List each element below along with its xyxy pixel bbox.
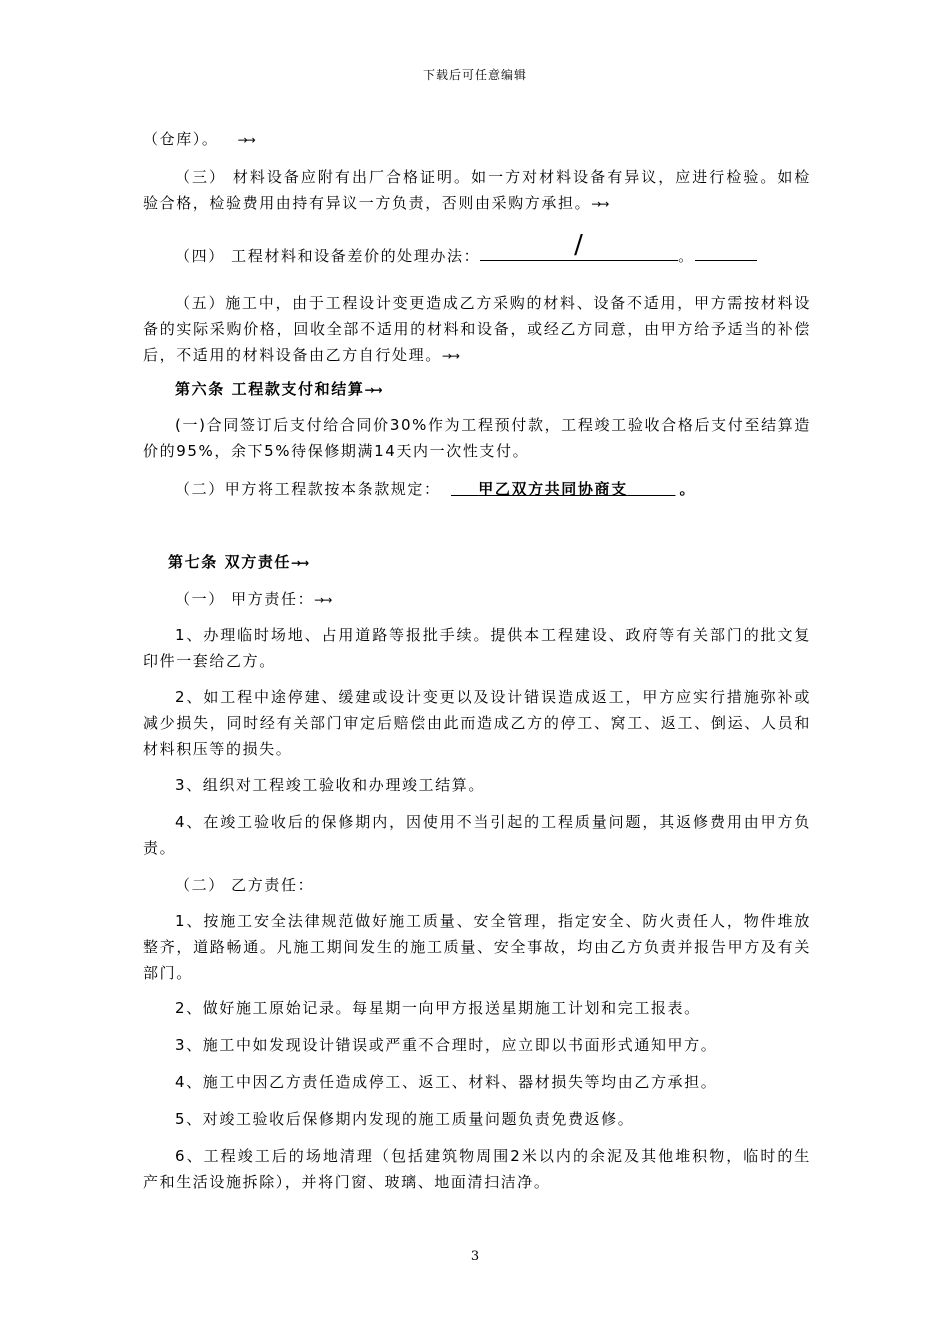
heading-text: （一） 甲方责任： <box>175 590 315 608</box>
heading-text: 第六条 工程款支付和结算 <box>175 380 365 398</box>
paragraph-period: 。 <box>678 247 695 265</box>
list-item-party-a-4: 4、在竣工验收后的保修期内，因使用不当引起的工程质量问题，其返修费用由甲方负责。 <box>143 813 811 857</box>
paragraph-text: （五）施工中，由于工程设计变更造成乙方采购的材料、设备不适用，甲方需按材料设备的实际采购价格，回收全部不适用的材料和设备，或经乙方同意，由甲方给予适当的补偿后，不适用的材料设备由乙方自行处理。 <box>143 294 811 364</box>
format-arrow-mark: →→ <box>237 133 254 147</box>
format-arrow-mark: →→ <box>314 593 331 607</box>
paragraph-article-6-1: (一)合同签订后支付给合同价30%作为工程预付款，工程竣工验收合格后支付至结算造价的95%，余下5%待保修期满14天内一次性支付。 <box>143 416 811 460</box>
page-header: 下载后可任意编辑 <box>422 68 527 82</box>
list-item-party-a-1: 1、办理临时场地、占用道路等报批手续。提供本工程建设、政府等有关部门的批文复印件一套给乙方。 <box>143 626 811 670</box>
paragraph-clause-5 <box>143 290 811 369</box>
paragraph-warehouse <box>143 126 811 153</box>
page-number: 3 <box>470 1249 480 1264</box>
paragraph-text: （二）甲方将工程款按本条款规定： <box>175 480 441 498</box>
paragraph-clause-4 <box>143 230 811 269</box>
format-arrow-mark: →→ <box>441 349 458 363</box>
section-party-b-heading: （二） 乙方责任： <box>175 876 315 894</box>
heading-text: 第七条 双方责任 <box>168 553 292 571</box>
filled-text: 甲乙双方共同协商支 <box>478 480 628 498</box>
list-item-party-b-5: 5、对竣工验收后保修期内发现的施工质量问题负责免费返修。 <box>175 1110 635 1128</box>
article-7-heading <box>168 549 811 576</box>
fill-blank <box>695 242 757 261</box>
list-item-party-b-1: 1、按施工安全法律规范做好施工质量、安全管理，指定安全、防火责任人，物件堆放整齐，道路畅通。凡施工期间发生的施工质量、安全事故，均由乙方负责并报告甲方及有关部门。 <box>143 912 811 982</box>
list-item-party-b-4: 4、施工中因乙方责任造成停工、返工、材料、器材损失等均由乙方承担。 <box>175 1073 718 1091</box>
blank-slash-mark: / <box>574 230 585 260</box>
fill-blank <box>480 230 678 261</box>
list-item-party-a-2: 2、如工程中途停建、缓建或设计变更以及设计错误造成返工，甲方应实行措施弥补或减少损失，同时经有关部门审定后赔偿由此而造成乙方的停工、窝工、返工、倒运、人员和材料积压等的损失。 <box>143 688 811 758</box>
list-item-party-a-3: 3、组织对工程竣工验收和办理竣工结算。 <box>175 776 485 794</box>
format-arrow-mark: →→ <box>291 556 308 570</box>
filled-blank-payment-terms <box>447 480 679 498</box>
list-item-party-b-6: 6、工程竣工后的场地清理（包括建筑物周围2米以内的余泥及其他堆积物，临时的生产和生活设施拆除），并将门窗、玻璃、地面清扫洁净。 <box>143 1147 811 1191</box>
paragraph-period: 。 <box>679 480 697 498</box>
format-arrow-mark: →→ <box>364 383 381 397</box>
format-arrow-mark: →→ <box>591 197 608 211</box>
paragraph-text: （仓库）。 <box>143 130 219 148</box>
section-party-a-heading <box>143 586 811 613</box>
paragraph-article-6-2 <box>143 476 811 502</box>
paragraph-clause-3 <box>143 164 811 217</box>
list-item-party-b-3: 3、施工中如发现设计错误或严重不合理时，应立即以书面形式通知甲方。 <box>175 1036 718 1054</box>
list-item-party-b-2: 2、做好施工原始记录。每星期一向甲方报送星期施工计划和完工报表。 <box>175 999 701 1017</box>
paragraph-text: （四） 工程材料和设备差价的处理办法： <box>175 247 481 265</box>
article-6-heading <box>175 376 811 403</box>
paragraph-text: （三） 材料设备应附有出厂合格证明。如一方对材料设备有异议，应进行检验。如检验合格，检验费用由持有异议一方负责，否则由采购方承担。 <box>143 168 811 212</box>
